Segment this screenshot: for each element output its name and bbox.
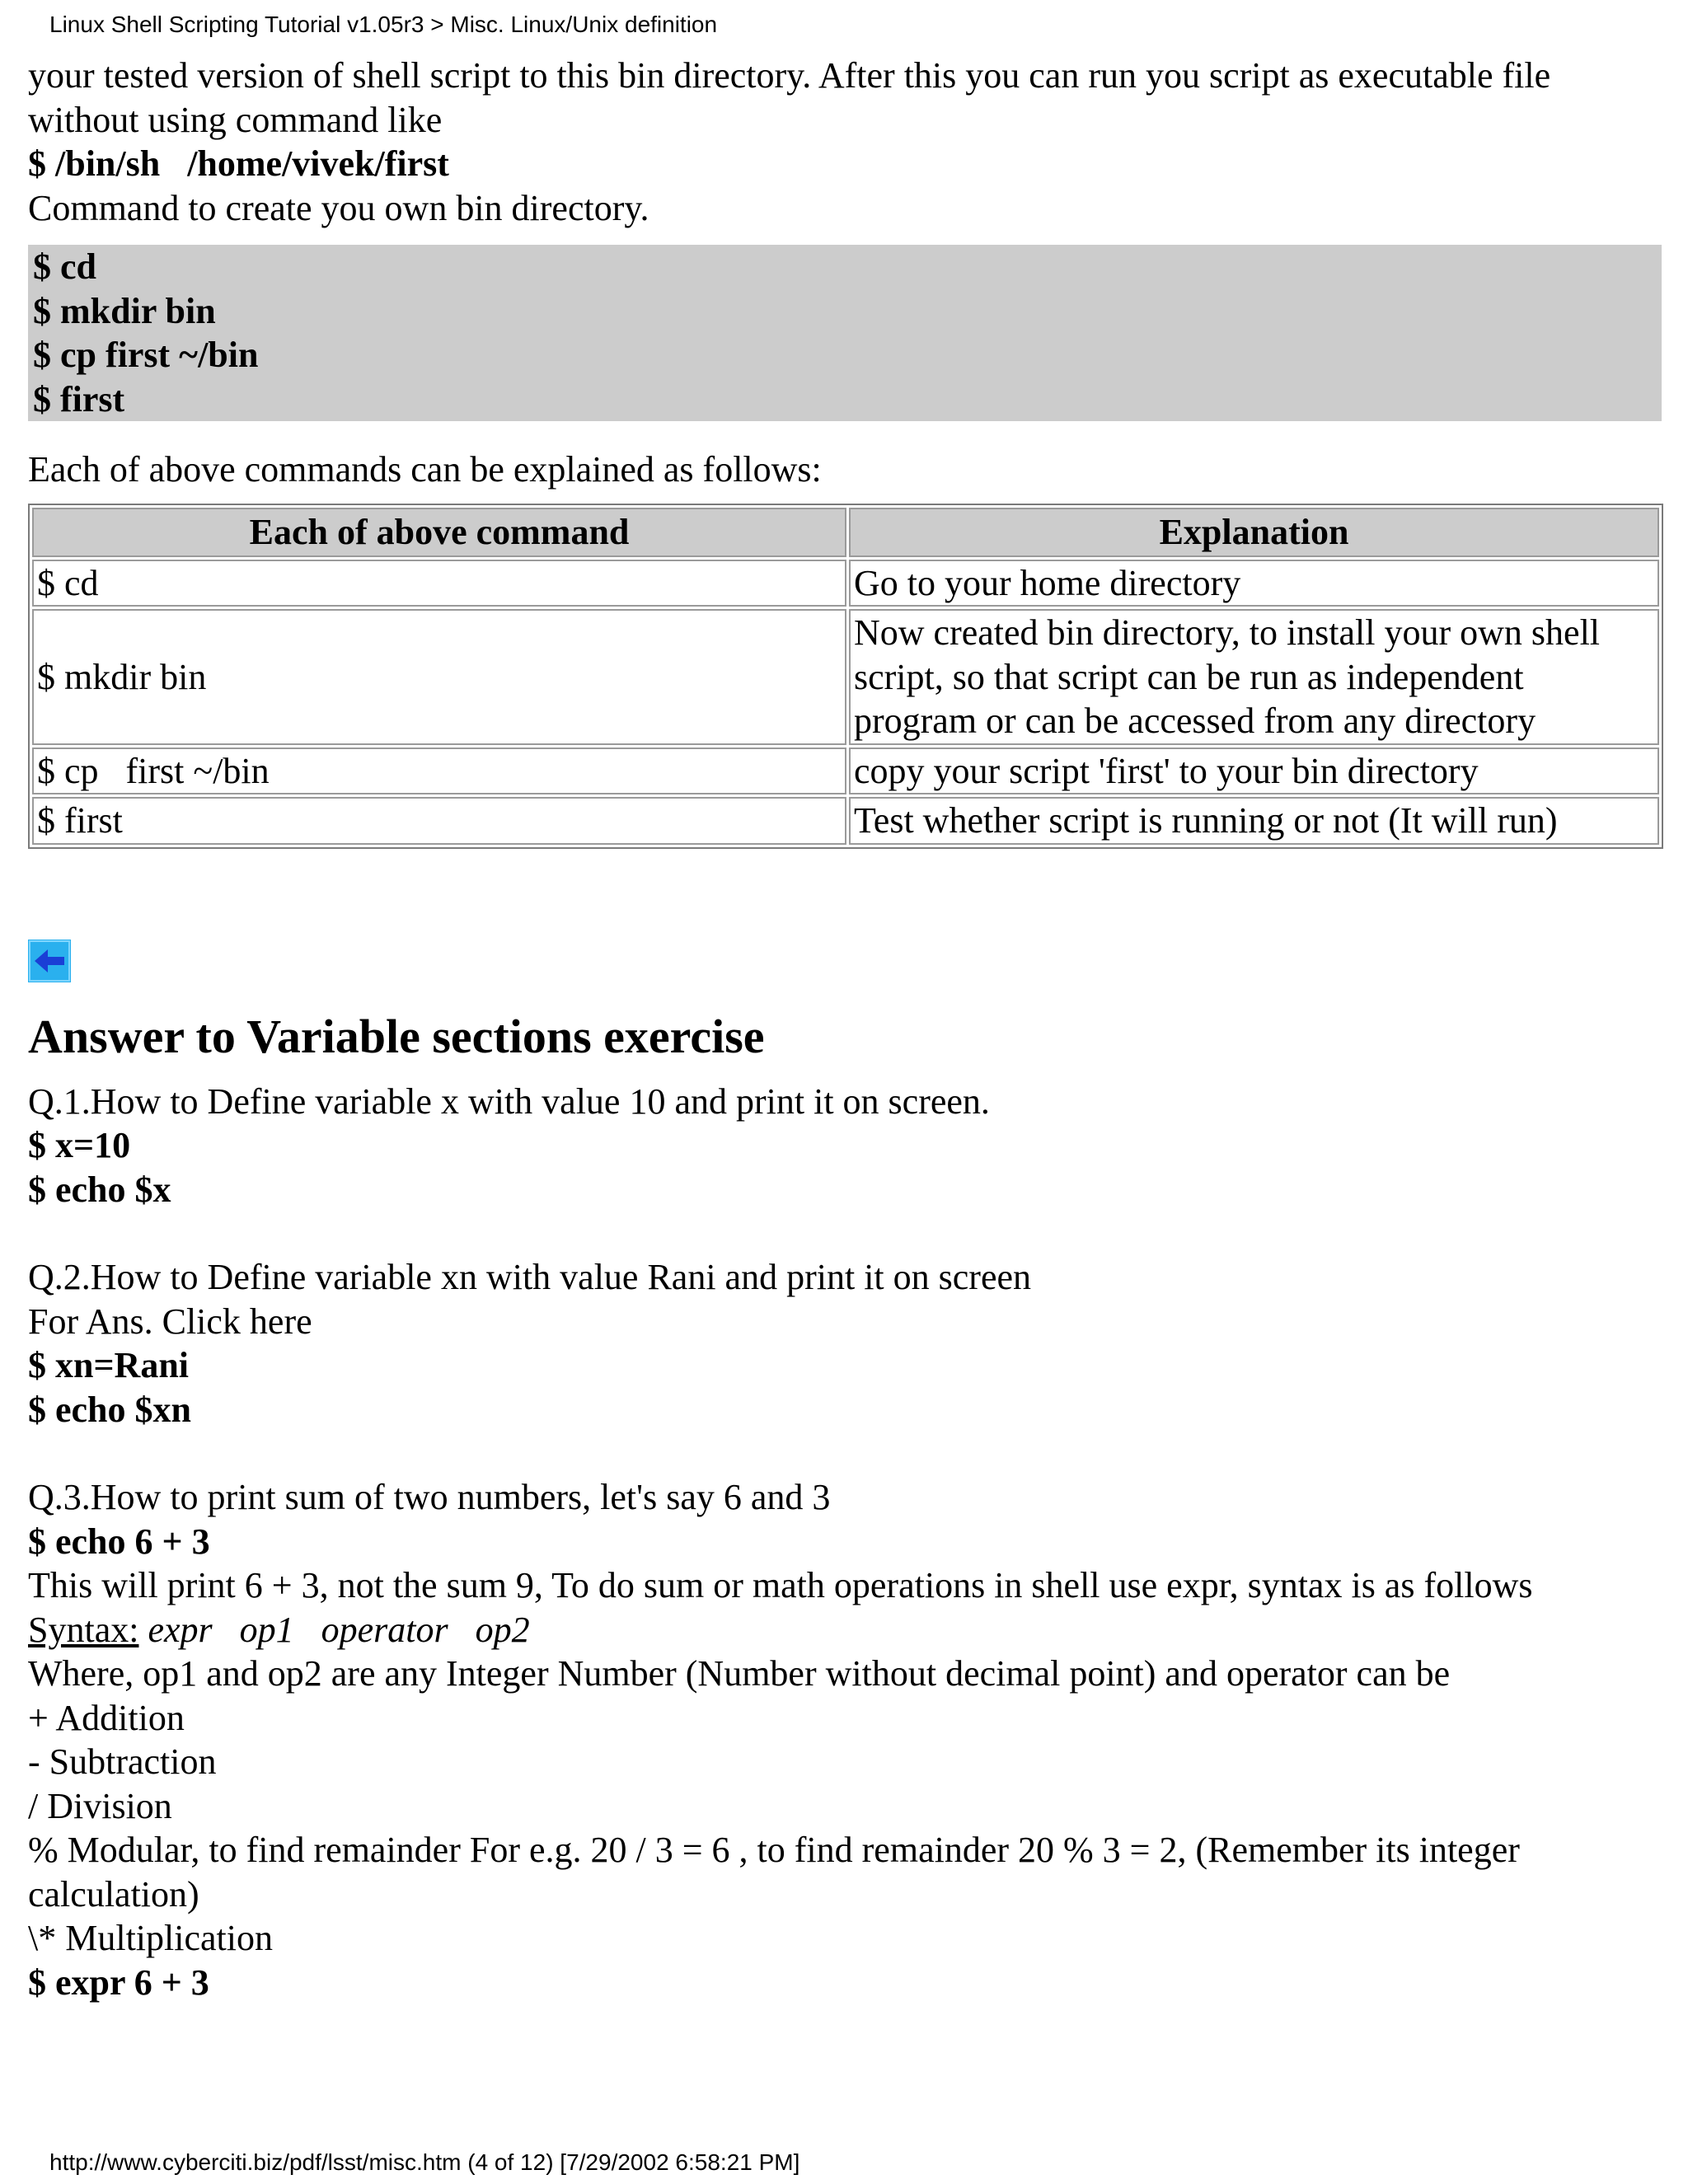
answer-line: $ echo $x: [28, 1169, 171, 1210]
code-line: $ cp first ~/bin: [33, 335, 259, 375]
explanation-cell: [849, 609, 1659, 745]
explanation-text: Go to your home directory: [854, 562, 1241, 603]
command-cell: $ cp first ~/bin: [32, 748, 846, 795]
intro-line-1: your tested version of shell script to this bin directory. After this you can run you script as executable file: [28, 55, 1551, 96]
spacer: [28, 1432, 1662, 1475]
operator-line: \* Multiplication: [28, 1918, 273, 1958]
command-table: [28, 504, 1663, 849]
operator-line: / Division: [28, 1785, 172, 1826]
explanation-text: script, so that script can be run as independent: [854, 656, 1524, 697]
operator-line: % Modular, to find remainder For e.g. 20 / 3 = 6 , to find remainder 20 % 3 = 2, (Remember its integer: [28, 1830, 1520, 1870]
code-line: $ first: [33, 378, 125, 419]
explanation-text: copy your script 'first' to your bin directory: [854, 750, 1479, 791]
column-header-explanation: Explanation: [849, 508, 1659, 557]
answer-line: $ x=10: [28, 1125, 131, 1165]
intro-line-3: Command to create you own bin directory.: [28, 187, 649, 228]
operator-line: - Subtraction: [28, 1741, 217, 1782]
answer-line: $ xn=Rani: [28, 1345, 190, 1385]
explanation-cell: [849, 560, 1659, 607]
syntax-line: [28, 1608, 1662, 1652]
answer-line: $ expr 6 + 3: [28, 1961, 209, 2003]
syntax-label: Syntax:: [28, 1609, 139, 1650]
command-cell: $ first: [32, 797, 846, 845]
intro-line-2: without using command like: [28, 99, 443, 140]
page-content: [28, 54, 1662, 2004]
command-cell: $ mkdir bin: [32, 609, 846, 745]
syntax-text: expr op1 operator op2: [138, 1609, 530, 1650]
code-block: [28, 245, 1662, 421]
command-cell: $ cd: [32, 560, 846, 607]
q3-note: This will print 6 + 3, not the sum 9, To do sum or math operations in shell use expr, syntax is as follows: [28, 1565, 1533, 1605]
code-line: $ mkdir bin: [33, 290, 216, 331]
intro-command: $ /bin/sh /home/vivek/first: [28, 143, 449, 184]
answer-line: $ echo 6 + 3: [28, 1521, 210, 1562]
page-footer: http://www.cyberciti.biz/pdf/lsst/misc.htm (4 of 12) [7/29/2002 6:58:21 PM]: [49, 2149, 800, 2175]
q3-where: Where, op1 and op2 are any Integer Number (Number without decimal point) and operator can be: [28, 1653, 1451, 1694]
answer-hint: For Ans. Click here: [28, 1301, 312, 1342]
section-title: Answer to Variable sections exercise: [28, 1009, 765, 1063]
answer-line: $ echo $xn: [28, 1389, 191, 1430]
column-header-command: Each of above command: [32, 508, 846, 557]
question-1: Q.1.How to Define variable x with value 10 and print it on screen.: [28, 1080, 990, 1122]
table-row: [32, 609, 1659, 745]
question-3: Q.3.How to print sum of two numbers, let's say 6 and 3: [28, 1477, 831, 1517]
page-header: Linux Shell Scripting Tutorial v1.05r3 > Misc. Linux/Unix definition: [49, 12, 718, 37]
operator-line: calculation): [28, 1873, 199, 1915]
explanation-text: Now created bin directory, to install your own shell: [854, 612, 1601, 653]
question-2: Q.2.How to Define variable xn with value Rani and print it on screen: [28, 1257, 1032, 1297]
operator-line: + Addition: [28, 1697, 185, 1738]
spacer: [28, 1212, 1662, 1255]
explain-intro: Each of above commands can be explained as follows:: [28, 449, 822, 490]
explanation-cell: [849, 797, 1659, 845]
code-line: $ cd: [33, 246, 96, 287]
explanation-text: program or can be accessed from any directory: [854, 701, 1536, 741]
explanation-text: Test whether script is running or not (It will run): [854, 800, 1558, 841]
left-arrow-icon[interactable]: [28, 940, 71, 982]
table-header-row: [32, 508, 1659, 557]
table-row: [32, 797, 1659, 845]
explanation-cell: [849, 748, 1659, 795]
table-row: [32, 748, 1659, 795]
table-row: [32, 560, 1659, 607]
